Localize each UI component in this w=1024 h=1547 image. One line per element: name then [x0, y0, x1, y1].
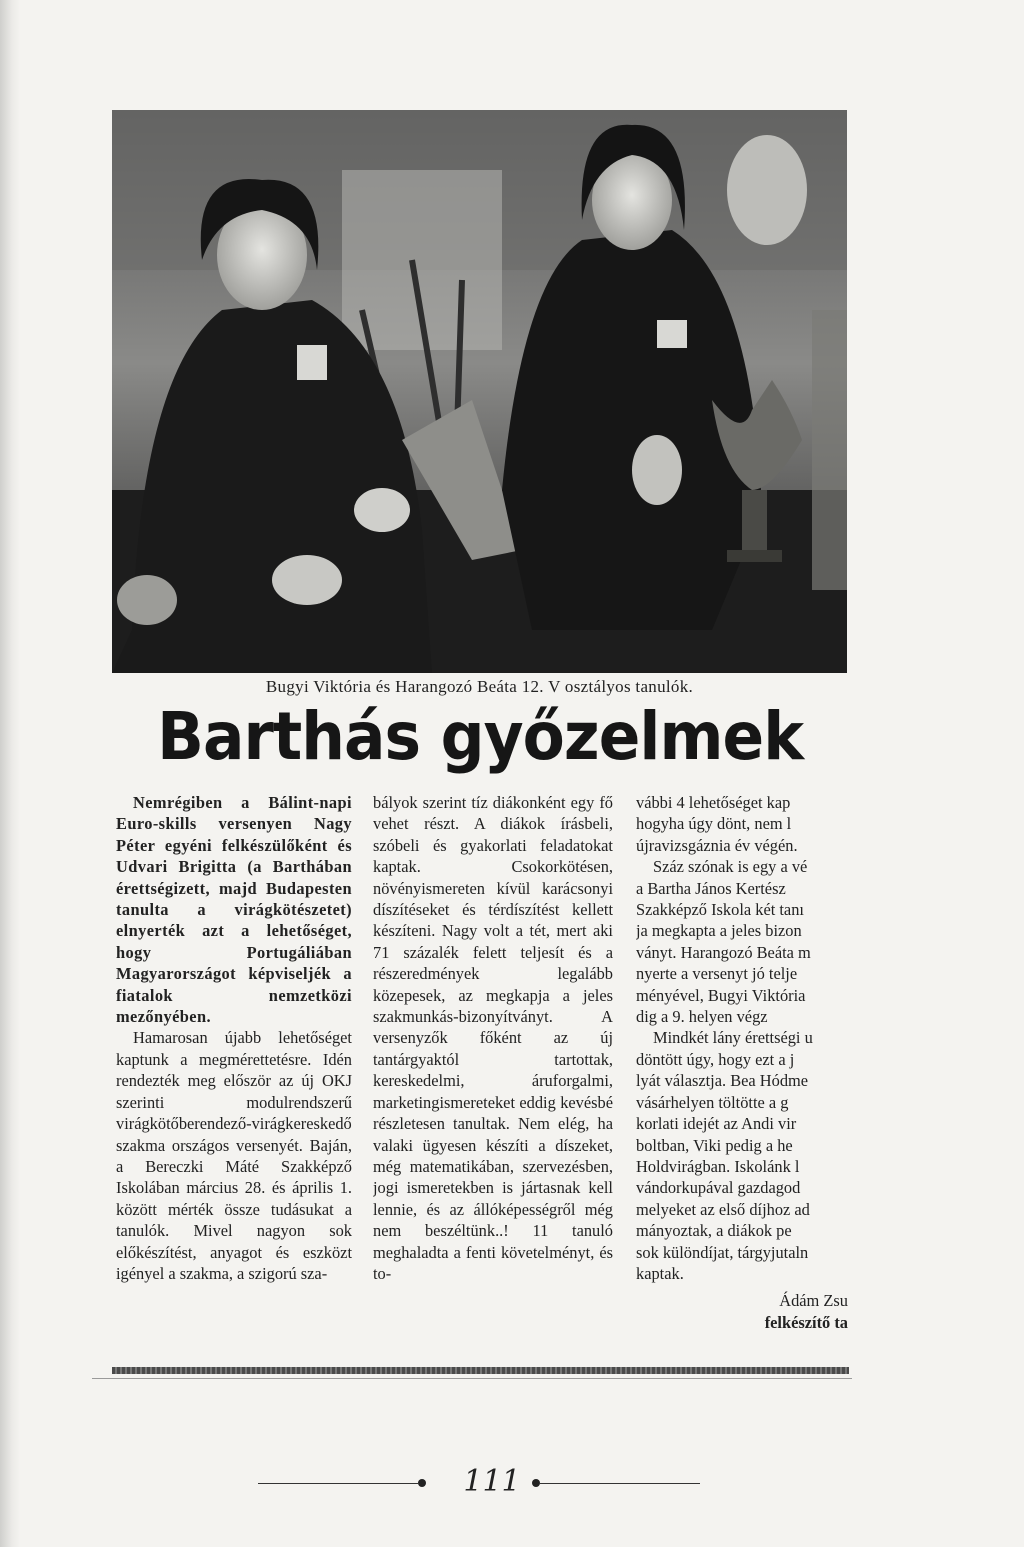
text-line: döntött úgy, hogy ezt a j — [636, 1049, 795, 1069]
text-line: vásárhelyen töltötte a g — [636, 1092, 789, 1112]
text-line: ványt. Harangozó Beáta m — [636, 942, 811, 962]
text-line: mányoztak, a diákok pe — [636, 1221, 792, 1241]
footer-dot-right — [532, 1479, 540, 1487]
text-line: dig a 9. helyen végz — [636, 1007, 768, 1027]
signature-role: felkészítő ta — [764, 1312, 848, 1332]
text-line: ja megkapta a jeles bizon — [636, 921, 802, 941]
footer-line-left — [258, 1483, 418, 1484]
page-number: 111 — [463, 1464, 521, 1499]
text-line: Mindkét lány érettségi u — [653, 1028, 813, 1048]
page-edge — [0, 0, 20, 1547]
article-column-3 — [636, 792, 848, 1352]
text-line: Holdvirágban. Iskolánk l — [636, 1156, 800, 1176]
photo — [112, 110, 847, 673]
text-line: lyát választja. Bea Hódme — [636, 1071, 809, 1091]
text-line: ményével, Bugyi Viktória — [636, 985, 806, 1005]
article-column-1 — [116, 792, 352, 1284]
text-line: melyeket az első díjhoz ad — [636, 1199, 810, 1219]
text-line: korlati idejét az Andi vir — [636, 1114, 797, 1134]
text-line: újravizsgáznia év végén. — [636, 835, 798, 855]
text-line: sok különdíjat, tárgyjutaln — [636, 1242, 809, 1262]
lead-paragraph: Nemrégiben a Bálint-napi Euro-skills versenyen Nagy Péter egyéni felkészülőként és Udvari Brigitta (a Barthában érettségizett, majd Budapesten tanulta a virágkötészetet) elnyerték azt a lehetőséget, hogy Portugáliában Magyarországot képviseljék a fiatalok nemzetközi mezőnyében. — [116, 793, 352, 1027]
bottom-rule — [112, 1367, 849, 1374]
text-line: Száz szónak is egy a vé — [653, 857, 808, 877]
text-line: boltban, Viki pedig a he — [636, 1135, 793, 1155]
text-line: a Bartha János Kertész — [636, 878, 786, 898]
text-line: vábbi 4 lehetőséget kap — [636, 793, 791, 812]
footer-dot-left — [418, 1479, 426, 1487]
bottom-thin-rule — [92, 1378, 852, 1379]
paragraph: bályok szerint tíz diákonként egy fő vehet részt. A diákok írásbeli, szóbeli és gyakorlati feladatokat kaptak. Csokorkötésen, növényismereten kívül karácsonyi díszítéseket és térdíszítést kellett készíteni. Nagy volt a tét, mert aki 71 százalék felett teljesít és a részeredmények legalább közepesek, az megkapja a jeles szakmunkás-bizonyítványt. A versenyzők főként az új tantárgyaktól tartottak, kereskedelmi, áruforgalmi, marketingismereteket eddig kevésbé részletesen tanultak. Nem elég, ha valaki ügyesen készíti a díszeket, még matematikában, szervezésben, jogi ismeretekben is jártasnak kell lennie, és az állóképességről még nem beszéltünk..! 11 tanuló meghaladta a fenti követelményt, és to- — [373, 793, 613, 1283]
photo-image — [112, 110, 847, 673]
headline: Barthás győzelmek — [157, 698, 804, 775]
paragraph: Hamarosan újabb lehetőséget kaptunk a megmérettetésre. Idén rendezték meg először az új OKJ szerinti modulrendszerű virágkötőberendező-virágkereskedő szakma országos versenyét. Baján, a Bereczki Máté Szakképző Iskolában március 28. és április 1. között mérték össze tudásukat a tanulók. Mivel nagyon sok előkészítést, anyagot és eszközt igényel a szakma, a szigorú sza- — [116, 1028, 352, 1283]
text-line: vándorkupával gazdagod — [636, 1178, 801, 1198]
footer-line-right — [540, 1483, 700, 1484]
photo-caption: Bugyi Viktória és Harangozó Beáta 12. V osztályos tanulók. — [265, 677, 694, 696]
signature-name: Ádám Zsu — [779, 1291, 848, 1311]
text-line: kaptak. — [636, 1263, 684, 1283]
text-line: Szakképző Iskola két tanı — [636, 900, 804, 920]
text-line: hogyha úgy dönt, nem l — [636, 814, 792, 834]
article-column-2 — [373, 792, 613, 1284]
text-line: nyerte a versenyt jó telje — [636, 964, 798, 984]
